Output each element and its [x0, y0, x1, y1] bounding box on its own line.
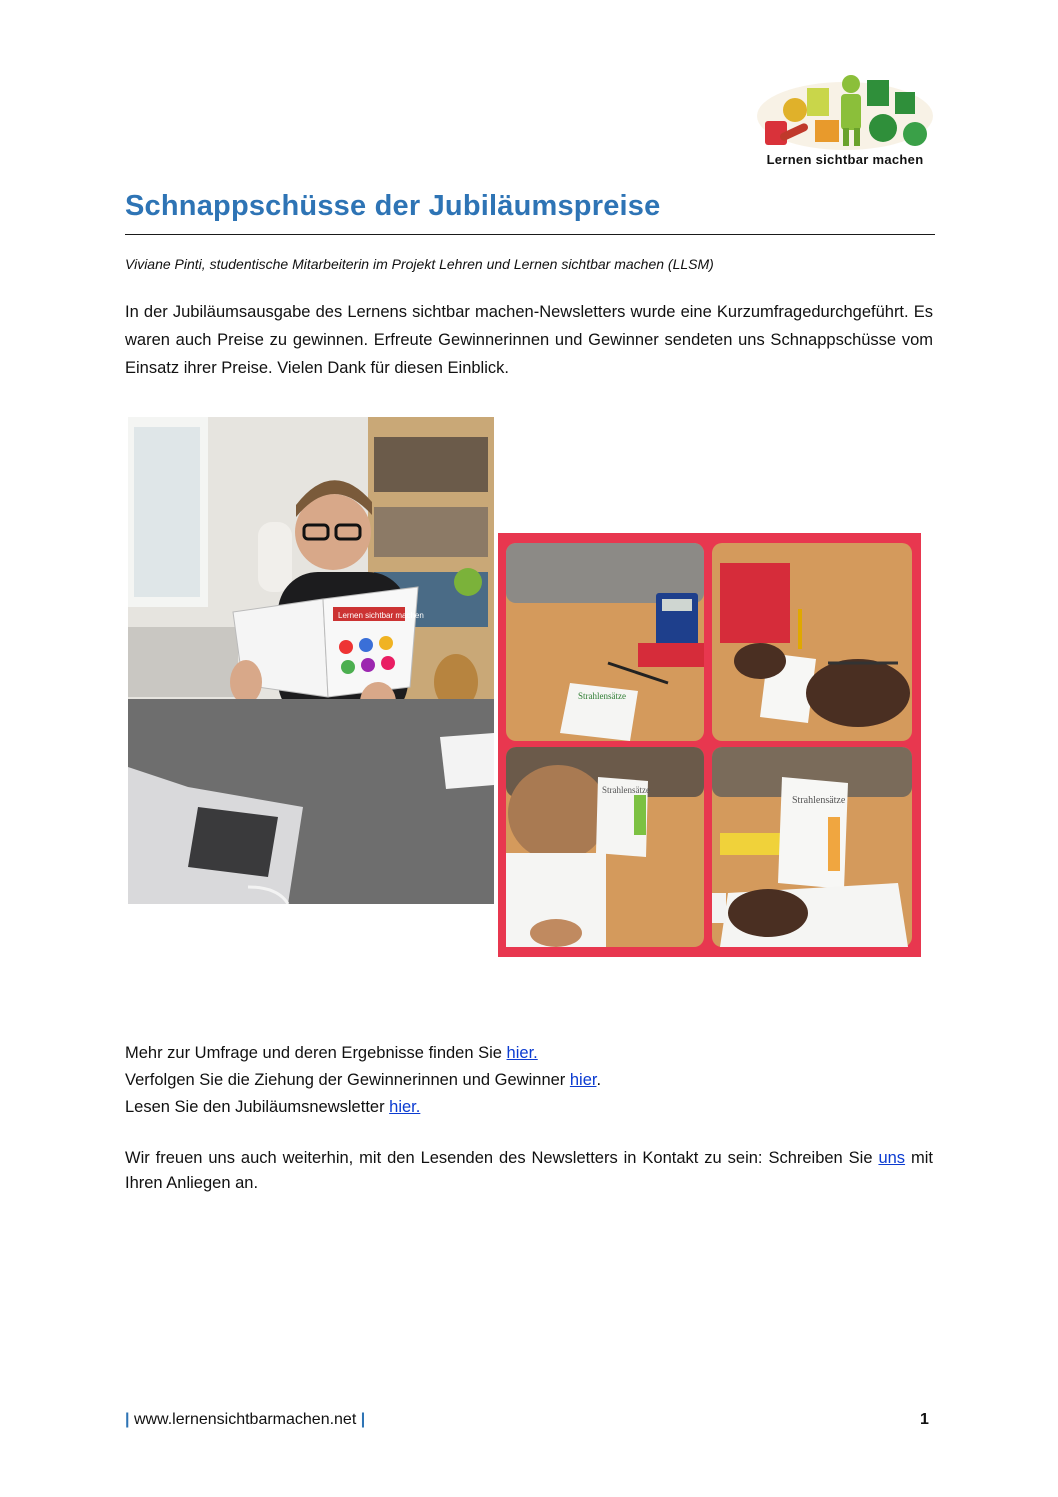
- logo-graphic: [755, 66, 935, 152]
- logo: [755, 66, 935, 178]
- page-number: 1: [920, 1411, 929, 1428]
- link-text-drawing: Verfolgen Sie die Ziehung der Gewinnerinnen und Gewinner: [125, 1071, 570, 1089]
- book-title-text: Lernen sichtbar machen: [338, 611, 424, 620]
- logo-caption: Lernen sichtbar machen: [766, 152, 924, 167]
- card-title-text-3: Strahlensätze: [792, 795, 846, 806]
- link-text-survey: Mehr zur Umfrage und deren Ergebnisse finden Sie: [125, 1044, 507, 1062]
- title-divider: [125, 234, 935, 235]
- card-title-text-1: Strahlensätze: [578, 691, 626, 701]
- page-title: Schnappschüsse der Jubiläumspreise: [125, 190, 661, 222]
- link-winner-drawing[interactable]: hier: [569, 1071, 597, 1089]
- footer-separator-right: |: [360, 1411, 366, 1428]
- footer-url: www.lernensichtbarmachen.net: [133, 1411, 357, 1428]
- photo-man-reading-book: [128, 417, 494, 904]
- link-line-drawing: Verfolgen Sie die Ziehung der Gewinnerinnen und Gewinner hier.: [125, 1071, 602, 1089]
- link-text-newsletter: Lesen Sie den Jubiläumsnewsletter: [125, 1098, 390, 1116]
- link-line-newsletter: [125, 1094, 601, 1121]
- collage-panel-student: [506, 747, 704, 947]
- collage-panel-worksheet: [712, 747, 912, 947]
- link-survey-results[interactable]: hier.: [506, 1044, 538, 1062]
- collage-panel-writing: [712, 543, 912, 741]
- link-line-survey: [125, 1040, 601, 1067]
- intro-paragraph: In der Jubiläumsausgabe des Lernens sichtbar machen-Newsletters wurde eine Kurzumfragedurchgeführt. Es waren auch Preise zu gewinnen. Erfreute Gewinnerinnen und Gewinner sendeten uns Schnappschüsse vom Einsatz ihrer Preise. Vielen Dank für diesen Einblick.: [125, 303, 933, 377]
- author-line: Viviane Pinti, studentische Mitarbeiterin im Projekt Lehren und Lernen sichtbar machen (LLSM): [125, 256, 714, 272]
- footer-separator-left: |: [125, 1411, 130, 1428]
- closing-paragraph: Wir freuen uns auch weiterhin, mit den Lesenden des Newsletters in Kontakt zu sein: Schreiben Sie uns mit Ihren Anliegen an.: [125, 1149, 933, 1192]
- links-section: [125, 1040, 601, 1121]
- collage-panel-calculator: [506, 543, 704, 741]
- contact-link[interactable]: uns: [878, 1149, 906, 1167]
- footer: [125, 1411, 365, 1429]
- card-title-text-2: Strahlensätze: [602, 785, 650, 795]
- photo-collage-students: [498, 533, 921, 957]
- link-anniversary-newsletter[interactable]: hier.: [389, 1098, 421, 1116]
